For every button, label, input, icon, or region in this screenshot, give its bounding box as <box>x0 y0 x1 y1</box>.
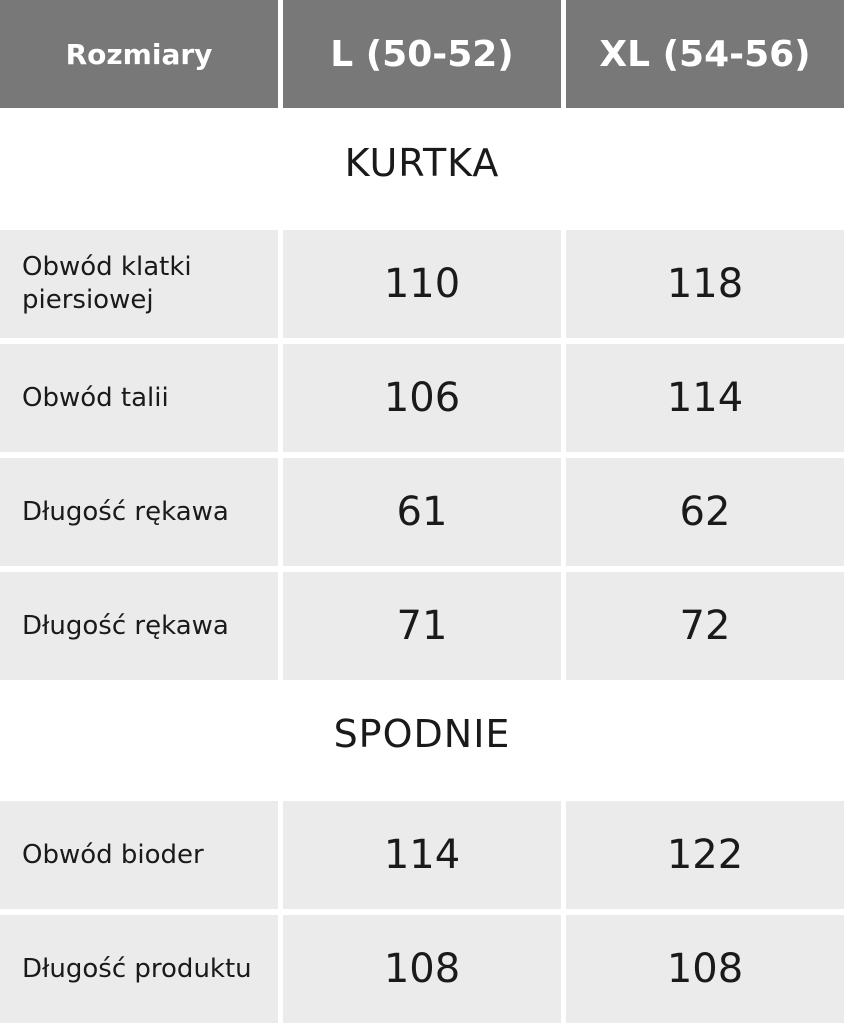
row-label: Obwód bioder <box>0 801 278 909</box>
section-title-jacket: KURTKA <box>344 141 500 185</box>
value-xl: 122 <box>566 801 844 909</box>
value-xl: 108 <box>566 915 844 1023</box>
value-xl: 62 <box>566 458 844 566</box>
row-label: Długość produktu <box>0 915 278 1023</box>
value-l: 71 <box>283 572 561 680</box>
header-sizes-label: Rozmiary <box>0 0 278 108</box>
value-xl: 118 <box>566 230 844 338</box>
row-label: Obwód klatki piersiowej <box>0 230 278 338</box>
value-xl: 114 <box>566 344 844 452</box>
value-l: 106 <box>283 344 561 452</box>
value-l: 108 <box>283 915 561 1023</box>
header-size-l: L (50-52) <box>283 0 561 108</box>
section-title-trousers: SPODNIE <box>333 712 511 756</box>
row-label: Długość rękawa <box>0 458 278 566</box>
value-l: 110 <box>283 230 561 338</box>
value-xl: 72 <box>566 572 844 680</box>
value-l: 114 <box>283 801 561 909</box>
size-table-header <box>0 0 844 108</box>
value-l: 61 <box>283 458 561 566</box>
row-label: Obwód talii <box>0 344 278 452</box>
row-label: Długość rękawa <box>0 572 278 680</box>
header-size-xl: XL (54-56) <box>566 0 844 108</box>
